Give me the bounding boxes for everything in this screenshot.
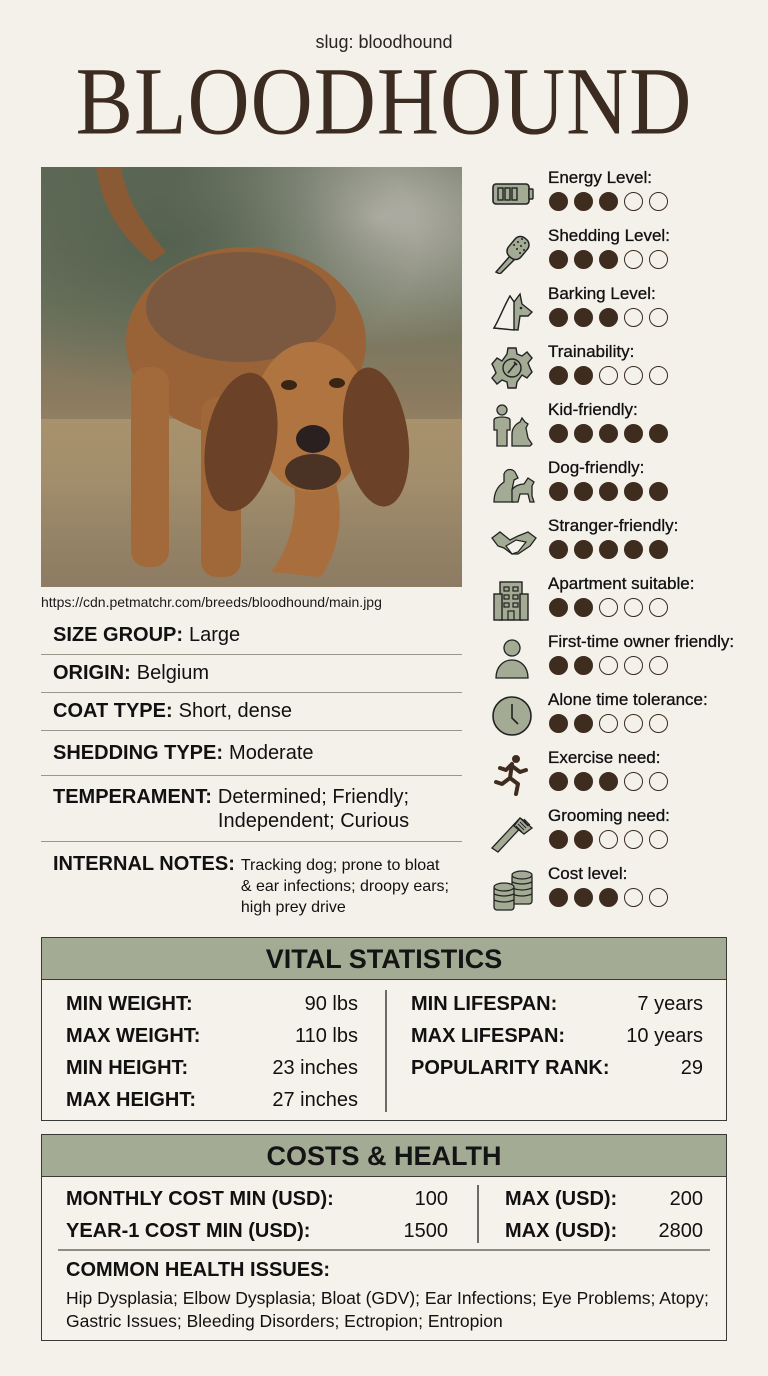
- rating-dot-empty: [649, 250, 668, 269]
- rating-dot-filled: [574, 888, 593, 907]
- attr-key: SIZE GROUP:: [53, 624, 184, 646]
- attr-key: COAT TYPE:: [53, 700, 173, 722]
- rating-dot-filled: [574, 540, 593, 559]
- two-dogs-icon: [490, 462, 538, 506]
- year1-cost-min: YEAR-1 COST MIN (USD): 1500: [66, 1220, 448, 1242]
- rating-dot-filled: [624, 482, 643, 501]
- trait-dog-friendly: [490, 458, 760, 516]
- rating-dot-filled: [574, 482, 593, 501]
- rating-dots: [549, 482, 668, 501]
- rating-dot-empty: [599, 598, 618, 617]
- trait-exercise-need: [490, 748, 760, 806]
- section-title: COSTS & HEALTH: [42, 1135, 726, 1177]
- rating-dots: [549, 830, 668, 849]
- attr-shedding-type: [41, 731, 462, 776]
- rating-dots: [549, 308, 668, 327]
- rating-dot-filled: [574, 308, 593, 327]
- rating-dot-empty: [649, 656, 668, 675]
- section-title: VITAL STATISTICS: [42, 938, 726, 980]
- rating-dot-empty: [624, 772, 643, 791]
- rating-dot-empty: [599, 656, 618, 675]
- rating-dot-empty: [649, 366, 668, 385]
- rating-dot-empty: [649, 714, 668, 733]
- trait-label: Grooming need:: [548, 806, 670, 825]
- rating-dots: [549, 598, 668, 617]
- rating-dot-empty: [649, 192, 668, 211]
- rating-dot-filled: [649, 540, 668, 559]
- attr-key: TEMPERAMENT:: [53, 786, 212, 808]
- rating-dot-empty: [599, 714, 618, 733]
- attr-origin: [41, 655, 462, 693]
- rating-dot-filled: [549, 656, 568, 675]
- rating-dots: [549, 424, 668, 443]
- stat-max-height: MAX HEIGHT: 27 inches: [66, 1089, 358, 1111]
- clock-icon: [490, 694, 538, 738]
- stat-popularity-rank: POPULARITY RANK: 29: [411, 1057, 703, 1079]
- attr-value: Moderate: [229, 742, 314, 764]
- rating-dot-filled: [549, 366, 568, 385]
- rating-dot-filled: [574, 366, 593, 385]
- photo-url-caption[interactable]: https://cdn.petmatchr.com/breeds/bloodhound/main.jpg: [41, 594, 382, 610]
- rating-dots: [549, 888, 668, 907]
- rating-dots: [549, 714, 668, 733]
- rating-dot-filled: [549, 830, 568, 849]
- trait-barking-level: [490, 284, 760, 342]
- page-title: BLOODHOUND: [75, 47, 693, 155]
- rating-dot-filled: [549, 424, 568, 443]
- rating-dot-filled: [624, 540, 643, 559]
- stat-min-lifespan: MIN LIFESPAN: 7 years: [411, 993, 703, 1015]
- building-icon: [490, 578, 538, 622]
- attr-key: INTERNAL NOTES:: [53, 853, 235, 875]
- trait-grooming-need: [490, 806, 760, 864]
- divider: [58, 1249, 710, 1251]
- attr-size-group: [41, 617, 462, 655]
- rating-dots: [549, 192, 668, 211]
- trait-label: Trainability:: [548, 342, 635, 361]
- battery-icon: [490, 172, 538, 216]
- trait-alone-time-tolerance: [490, 690, 760, 748]
- attr-key: ORIGIN:: [53, 662, 131, 684]
- stat-min-height: MIN HEIGHT: 23 inches: [66, 1057, 358, 1079]
- health-issues-title: COMMON HEALTH ISSUES:: [66, 1259, 331, 1281]
- trait-label: Alone time tolerance:: [548, 690, 708, 709]
- rating-dot-filled: [574, 656, 593, 675]
- trait-trainability: [490, 342, 760, 400]
- column-divider: [385, 990, 387, 1112]
- rating-dot-filled: [549, 714, 568, 733]
- rating-dot-empty: [649, 772, 668, 791]
- rating-dots: [549, 772, 668, 791]
- rating-dot-filled: [549, 192, 568, 211]
- rating-dot-empty: [624, 830, 643, 849]
- monthly-cost-min: MONTHLY COST MIN (USD): 100: [66, 1188, 448, 1210]
- attr-coat-type: [41, 693, 462, 731]
- rating-dot-filled: [574, 250, 593, 269]
- rating-dot-filled: [649, 482, 668, 501]
- year1-cost-max: MAX (USD): 2800: [505, 1220, 703, 1242]
- handshake-icon: [490, 520, 538, 564]
- trait-label: Shedding Level:: [548, 226, 670, 245]
- trait-cost-level: [490, 864, 760, 922]
- child-with-dog-icon: [490, 404, 538, 448]
- rating-dot-filled: [549, 482, 568, 501]
- monthly-cost-max: MAX (USD): 200: [505, 1188, 703, 1210]
- rating-dots: [549, 540, 668, 559]
- slug-label: slug: bloodhound: [315, 32, 453, 52]
- trait-stranger-friendly: [490, 516, 760, 574]
- rating-dot-filled: [574, 598, 593, 617]
- rating-dot-filled: [624, 424, 643, 443]
- attr-internal-notes: [41, 842, 462, 925]
- coins-icon: [490, 868, 538, 912]
- running-person-icon: [490, 752, 538, 796]
- trait-apartment-suitable: [490, 574, 760, 632]
- rating-dot-filled: [599, 540, 618, 559]
- rating-dot-empty: [624, 250, 643, 269]
- trait-kid-friendly: [490, 400, 760, 458]
- rating-dot-empty: [624, 598, 643, 617]
- rating-dot-filled: [599, 772, 618, 791]
- rating-dot-filled: [574, 714, 593, 733]
- trait-label: Stranger-friendly:: [548, 516, 679, 535]
- trait-label: First-time owner friendly:: [548, 632, 735, 651]
- stat-max-weight: MAX WEIGHT: 110 lbs: [66, 1025, 358, 1047]
- rating-dot-filled: [574, 424, 593, 443]
- rating-dot-filled: [549, 540, 568, 559]
- stat-max-lifespan: MAX LIFESPAN: 10 years: [411, 1025, 703, 1047]
- rating-dot-empty: [649, 308, 668, 327]
- breed-photo: [41, 167, 462, 587]
- rating-dot-filled: [574, 772, 593, 791]
- rating-dots: [549, 656, 668, 675]
- rating-dot-empty: [624, 366, 643, 385]
- rating-dot-empty: [599, 366, 618, 385]
- attr-key: SHEDDING TYPE:: [53, 742, 224, 764]
- trait-label: Apartment suitable:: [548, 574, 695, 593]
- trait-label: Energy Level:: [548, 168, 652, 187]
- trait-shedding-level: [490, 226, 760, 284]
- trait-first-time-owner: [490, 632, 760, 690]
- rating-dots: [549, 366, 668, 385]
- trait-energy-level: [490, 168, 760, 226]
- rating-dot-filled: [599, 250, 618, 269]
- rating-dot-empty: [624, 714, 643, 733]
- rating-dot-filled: [549, 598, 568, 617]
- attr-value: Belgium: [136, 662, 210, 684]
- column-divider: [477, 1185, 479, 1243]
- person-icon: [490, 636, 538, 680]
- trait-ratings: [490, 168, 760, 922]
- rating-dot-filled: [574, 830, 593, 849]
- rating-dot-empty: [624, 656, 643, 675]
- rating-dot-filled: [549, 888, 568, 907]
- rating-dot-empty: [649, 830, 668, 849]
- rating-dots: [549, 250, 668, 269]
- attr-value: Determined; Friendly; Independent; Curious: [217, 786, 410, 832]
- rating-dot-filled: [549, 308, 568, 327]
- gear-icon: [490, 346, 538, 390]
- rating-dot-filled: [599, 888, 618, 907]
- rating-dot-filled: [599, 482, 618, 501]
- attr-value: Tracking dog; prone to bloat & ear infections; droopy ears; high prey drive: [240, 857, 449, 916]
- trait-label: Cost level:: [548, 864, 628, 883]
- rating-dot-filled: [599, 424, 618, 443]
- rating-dot-empty: [649, 598, 668, 617]
- rating-dot-filled: [549, 772, 568, 791]
- trait-label: Dog-friendly:: [548, 458, 645, 477]
- rating-dot-filled: [649, 424, 668, 443]
- rating-dot-empty: [624, 308, 643, 327]
- attribute-list: [41, 617, 462, 925]
- trait-label: Barking Level:: [548, 284, 656, 303]
- rating-dot-empty: [649, 888, 668, 907]
- rating-dot-filled: [599, 308, 618, 327]
- rating-dot-empty: [624, 192, 643, 211]
- rating-dot-empty: [624, 888, 643, 907]
- rating-dot-filled: [549, 250, 568, 269]
- rating-dot-filled: [574, 192, 593, 211]
- rating-dot-empty: [599, 830, 618, 849]
- rating-dot-filled: [599, 192, 618, 211]
- attr-temperament: [41, 776, 462, 842]
- stat-min-weight: MIN WEIGHT: 90 lbs: [66, 993, 358, 1015]
- attr-value: Large: [189, 624, 241, 646]
- trait-label: Exercise need:: [548, 748, 661, 767]
- brush-icon: [490, 230, 538, 274]
- health-issues-list: Hip Dysplasia; Elbow Dysplasia; Bloat (GDV); Ear Infections; Eye Problems; Atopy; Gastric Issues; Bleeding Disorders; Ectropion; Entropion: [66, 1288, 709, 1331]
- dog-head-icon: [490, 288, 538, 332]
- vital-statistics-panel: [41, 937, 727, 1121]
- comb-icon: [490, 810, 538, 854]
- costs-health-panel: [41, 1134, 727, 1341]
- trait-label: Kid-friendly:: [548, 400, 638, 419]
- attr-value: Short, dense: [178, 700, 293, 722]
